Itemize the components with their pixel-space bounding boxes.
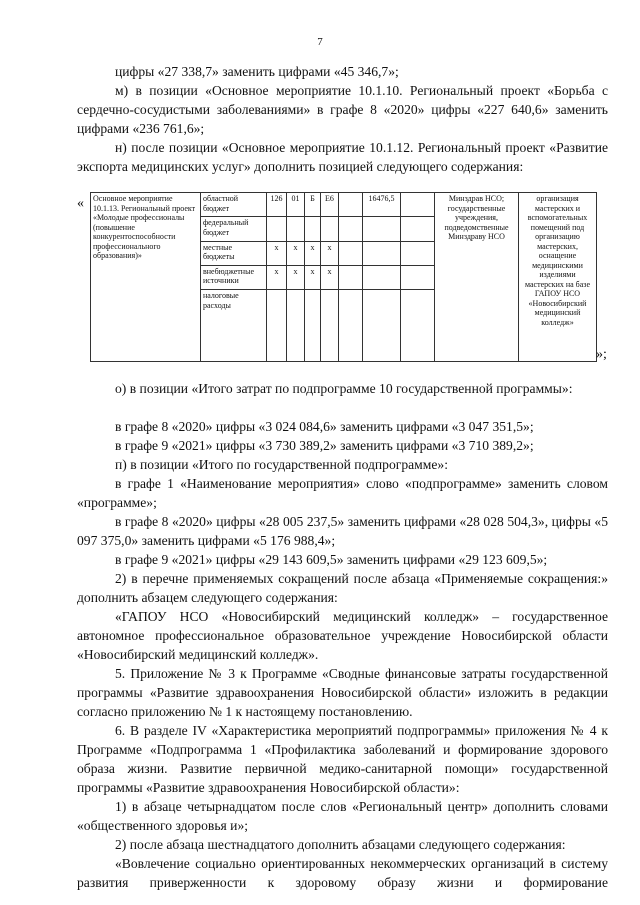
table-cell — [321, 217, 339, 241]
paragraph: п) в позиции «Итого по государственной подпрограмме»: — [115, 457, 448, 472]
paragraph: «ГАПОУ НСО «Новосибирский медицинский колледж» – государственное автономное профессиональное образовательное учреждение Новосибирской области «Новосибирский медицинский колледж». — [77, 609, 608, 662]
table-cell: Е6 — [321, 193, 339, 217]
table-cell — [339, 217, 363, 241]
table-cell: x — [321, 265, 339, 289]
table-cell — [363, 265, 401, 289]
table-cell — [267, 217, 287, 241]
table-cell: x — [305, 241, 321, 265]
table-cell: x — [287, 265, 305, 289]
paragraph: 6. В разделе IV «Характеристика мероприятий подпрограммы» приложения № 4 к Программе «Подпрограмма 1 «Профилактика заболеваний и формирование здорового образа жизни. Развитие первичной медико-санитарной помощи» государственной программы «Развитие здравоохранения Новосибирской области»: — [77, 723, 608, 795]
table-cell: 126 — [267, 193, 287, 217]
table-cell — [267, 290, 287, 362]
table-cell: x — [287, 241, 305, 265]
table-cell — [305, 290, 321, 362]
executor-cell: Минздрав НСО; государственные учреждения, подведомственные Минздраву НСО — [435, 193, 519, 362]
paragraph: в графе 1 «Наименование мероприятия» слово «подпрограмме» заменить словом «программе»; — [77, 476, 608, 510]
table-cell — [339, 241, 363, 265]
table-cell — [339, 265, 363, 289]
paragraph: «Вовлечение социально ориентированных некоммерческих организаций в систему развития приверженности к здоровому образу жизни и формирование — [77, 856, 608, 890]
table-cell — [401, 265, 435, 289]
table-cell — [321, 290, 339, 362]
paragraph: о) в позиции «Итого затрат по подпрограмме 10 государственной программы»: — [115, 381, 573, 396]
table-cell: x — [305, 265, 321, 289]
paragraph: 2) в перечне применяемых сокращений после абзаца «Применяемые сокращения:» дополнить абзацем следующего содержания: — [77, 571, 608, 605]
paragraph: в графе 8 «2020» цифры «28 005 237,5» заменить цифрами «28 028 504,3», цифры «5 097 375,0» заменить цифрами «5 176 988,4»; — [77, 514, 608, 548]
funding-source-cell: налоговые расходы — [201, 290, 267, 362]
table-cell — [401, 290, 435, 362]
page-number: 7 — [317, 36, 323, 48]
paragraph: м) в позиции «Основное мероприятие 10.1.10. Региональный проект «Борьба с сердечно-сосудистыми заболеваниями» в графе 8 «2020» цифры «227 640,6» заменить цифрами «236 761,6»; — [77, 83, 608, 136]
table-cell — [401, 241, 435, 265]
funding-source-cell: федеральный бюджет — [201, 217, 267, 241]
result-cell: организация мастерских и вспомогательных помещений под организацию мастерских, оснащение медицинскими изделиями мастерских на базе ГАПОУ НСО «Новосибирский медицинский колледж» — [519, 193, 597, 362]
table-cell — [401, 217, 435, 241]
open-quote: « — [77, 196, 84, 211]
paragraph: 5. Приложение № 3 к Программе «Сводные финансовые затраты государственной программы «Развитие здравоохранения Новосибирской области» изложить в редакции согласно приложению № 1 к настоящему постановлению. — [77, 666, 608, 719]
funding-source-cell: местные бюджеты — [201, 241, 267, 265]
close-quote: »; — [596, 347, 607, 362]
table-cell — [363, 241, 401, 265]
table-cell — [305, 217, 321, 241]
paragraph: в графе 9 «2021» цифры «29 143 609,5» заменить цифрами «29 123 609,5»; — [115, 552, 548, 567]
table-cell — [339, 290, 363, 362]
table-cell — [339, 193, 363, 217]
table-cell — [287, 217, 305, 241]
funding-source-cell: внебюджетные источники — [201, 265, 267, 289]
paragraph: н) после позиции «Основное мероприятие 10.1.12. Региональный проект «Развитие экспорта медицинских услуг» дополнить позицией следующего содержания: — [77, 140, 608, 174]
paragraph: 1) в абзаце четырнадцатом после слов «Региональный центр» дополнить словами «общественного здоровья и»; — [77, 799, 608, 833]
table-cell — [363, 290, 401, 362]
table-cell: x — [267, 265, 287, 289]
paragraph: в графе 8 «2020» цифры «3 024 084,6» заменить цифрами «3 047 351,5»; — [115, 419, 534, 434]
table-cell: Б — [305, 193, 321, 217]
table-cell: x — [321, 241, 339, 265]
funding-source-cell: областной бюджет — [201, 193, 267, 217]
table-cell: x — [267, 241, 287, 265]
paragraph: в графе 9 «2021» цифры «3 730 389,2» заменить цифрами «3 710 389,2»; — [115, 438, 534, 453]
activity-cell: Основное мероприятие 10.1.13. Региональный проект «Молодые профессионалы (повышение конкурентоспособности профессионального образования)» — [91, 193, 201, 362]
paragraph: 2) после абзаца шестнадцатого дополнить абзацами следующего содержания: — [115, 837, 566, 852]
inserted-position-table — [90, 192, 597, 362]
table-cell: 01 — [287, 193, 305, 217]
table-cell — [287, 290, 305, 362]
table-cell — [401, 193, 435, 217]
table-cell: 16476,5 — [363, 193, 401, 217]
table-cell — [363, 217, 401, 241]
paragraph: цифры «27 338,7» заменить цифрами «45 346,7»; — [115, 64, 399, 79]
